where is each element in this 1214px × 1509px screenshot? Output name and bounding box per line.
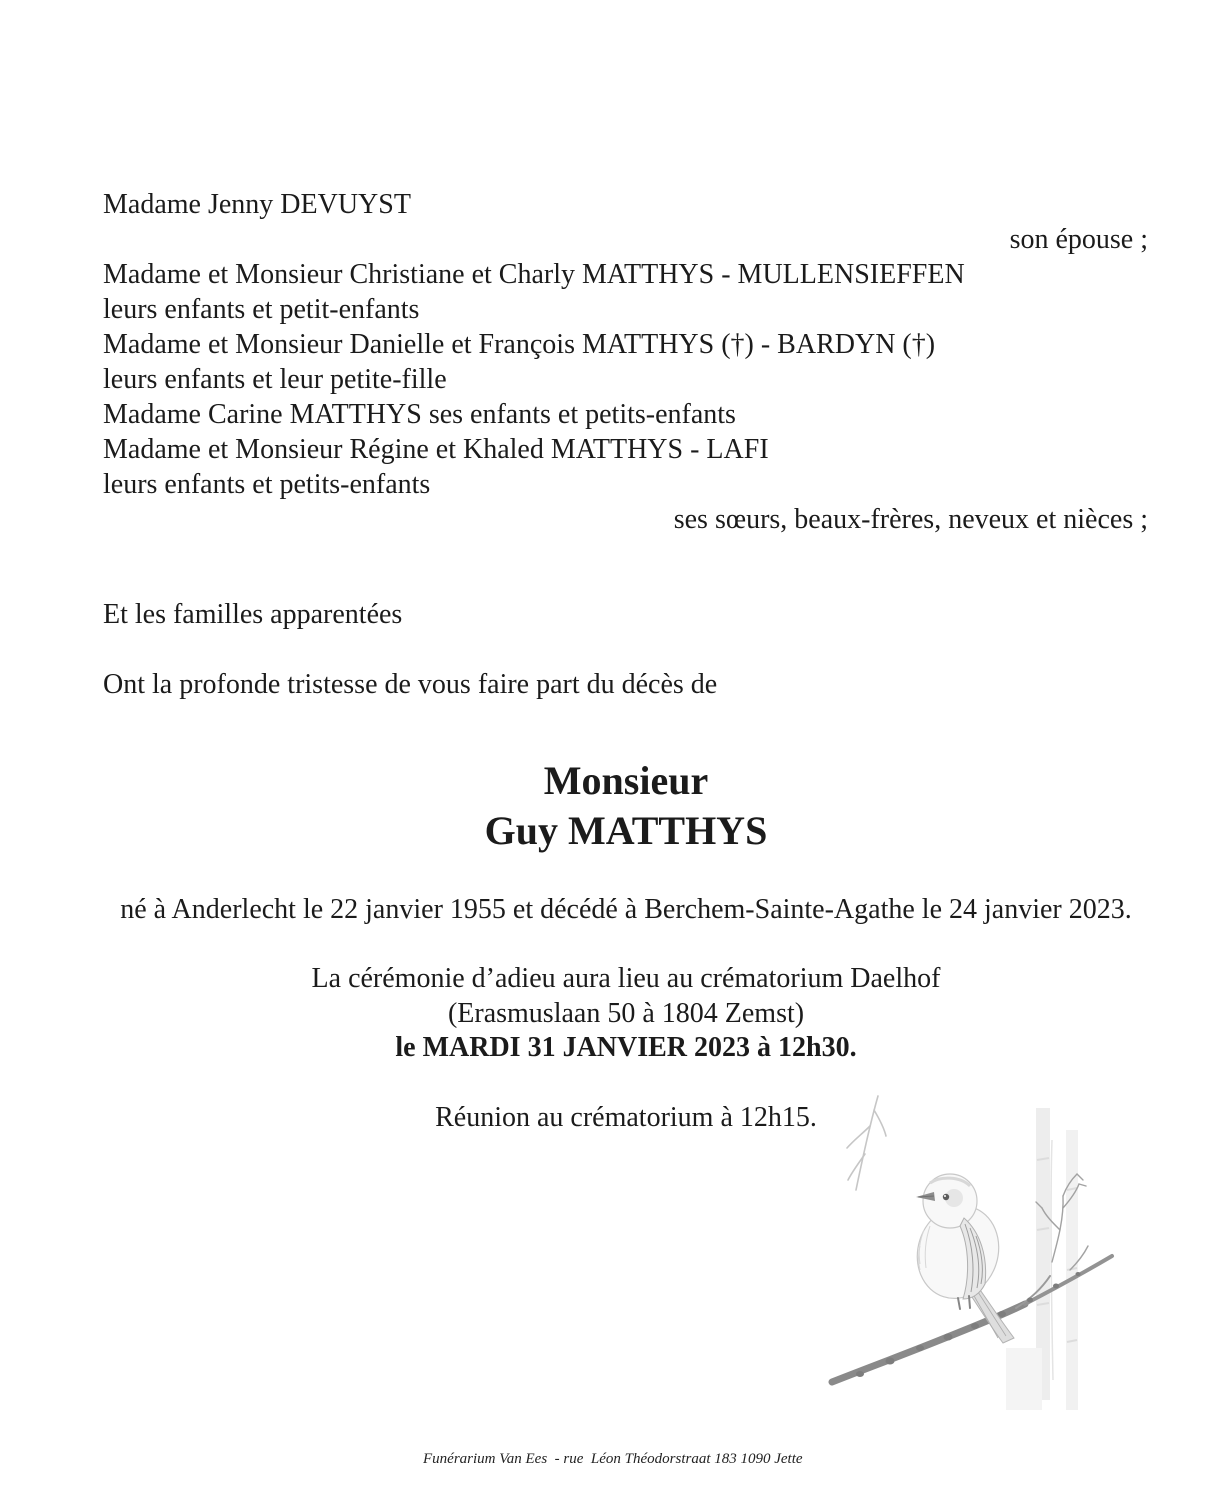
family-member-line: Madame Carine MATTHYS ses enfants et petits-enfants	[103, 399, 736, 430]
bird	[905, 1174, 1014, 1343]
announcement-intro: Ont la profonde tristesse de vous faire part du décès de	[103, 669, 718, 700]
siblings-relation: ses sœurs, beaux-frères, neveux et nièces ;	[673, 504, 1148, 535]
footer-funeral-home: Funérarium Van Ees - rue Léon Théodorstraat 183 1090 Jette	[423, 1451, 803, 1467]
deceased-title: Monsieur	[543, 758, 709, 803]
twig-top-left	[847, 1096, 886, 1190]
related-families-line: Et les familles apparentées	[103, 599, 403, 630]
family-member-line: Madame et Monsieur Christiane et Charly MATTHYS - MULLENSIEFFEN	[103, 259, 965, 290]
bird-on-branch-illustration	[820, 1080, 1214, 1410]
ceremony-datetime-line: le MARDI 31 JANVIER 2023 à 12h30.	[395, 1032, 857, 1063]
family-member-line: leurs enfants et leur petite-fille	[103, 364, 447, 395]
deceased-name: Guy MATTHYS	[484, 808, 768, 853]
life-dates-line: né à Anderlecht le 22 janvier 1955 et décédé à Berchem-Sainte-Agathe le 24 janvier 2023.	[120, 894, 1132, 925]
gathering-line: Réunion au crématorium à 12h15.	[435, 1102, 817, 1133]
birch-trunks	[1006, 1108, 1078, 1410]
family-member-line: Madame et Monsieur Régine et Khaled MATTHYS - LAFI	[103, 434, 769, 465]
ceremony-address-line: (Erasmuslaan 50 à 1804 Zemst)	[447, 998, 805, 1029]
spouse-relation: son épouse ;	[1009, 224, 1148, 255]
ceremony-location-line: La cérémonie d’adieu aura lieu au crématorium Daelhof	[311, 963, 941, 994]
spouse-name: Madame Jenny DEVUYST	[103, 189, 411, 220]
family-member-line: leurs enfants et petit-enfants	[103, 294, 420, 325]
family-member-line: Madame et Monsieur Danielle et François MATTHYS (†) - BARDYN (†)	[103, 329, 936, 360]
family-member-line: leurs enfants et petits-enfants	[103, 469, 431, 500]
